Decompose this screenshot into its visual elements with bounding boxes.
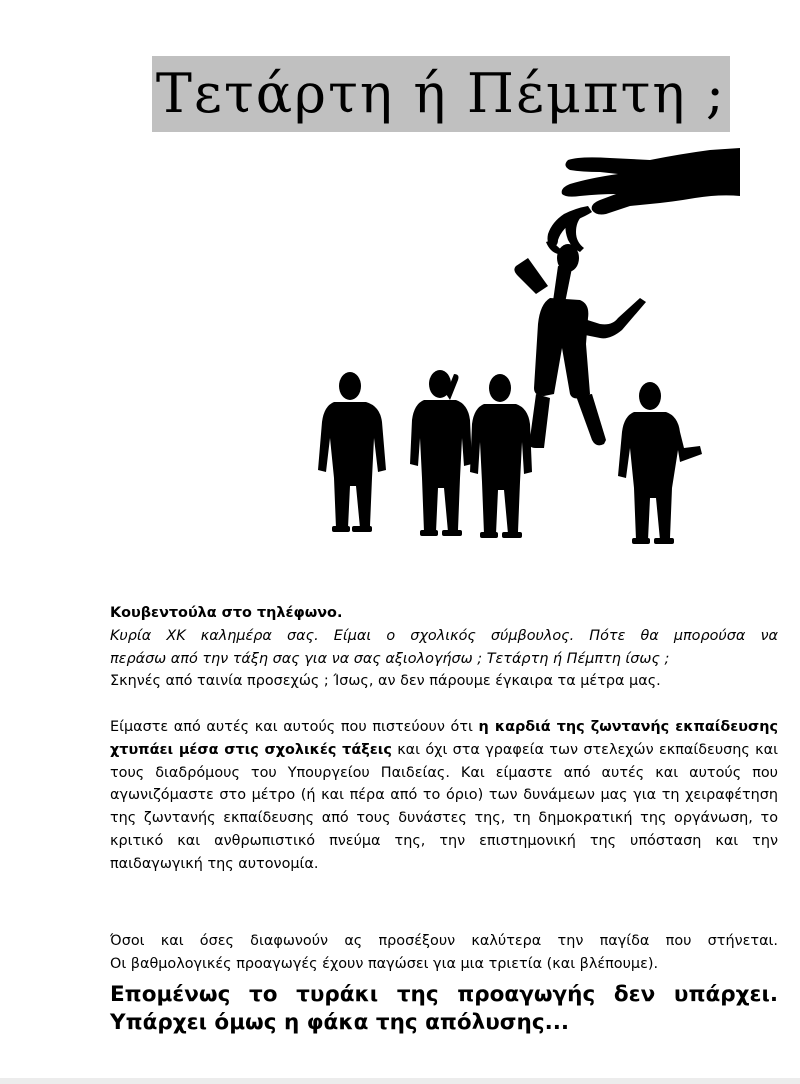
conclusion-paragraph [110,981,778,1037]
conclusion-line-1: Επομένως το τυράκι της προαγωγής δεν υπάρχει. [110,982,778,1007]
dialogue-line-1: Κυρία ΧΚ καλημέρα σας. Είμαι ο σχολικός σύμβουλος. Πότε θα μπορούσα να [110,627,778,644]
dialogue-heading: Κουβεντούλα στο τηλέφωνο. [110,605,343,621]
dialogue-line-2: περάσω από την τάξη σας για να σας αξιολογήσω ; Τετάρτη ή Πέμπτη ίσως ; [110,650,670,667]
dialogue-line-3: Σκηνές από ταινία προσεχώς ; Ίσως, αν δεν πάρουμε έγκαιρα τα μέτρα μας. [110,673,661,690]
belief-paragraph [110,716,778,876]
page-bottom-edge [0,1078,800,1084]
warning-line-2: Οι βαθμολογικές προαγωγές έχουν παγώσει για μια τριετία (και βλέπουμε). [110,955,659,972]
hand-picking-person-icon [300,148,740,548]
conclusion-line-2: Υπάρχει όμως η φάκα της απόλυσης... [110,1010,570,1035]
belief-text-start: Είμαστε από αυτές και αυτούς που πιστεύουν ότι [110,719,479,735]
title-banner [152,56,730,132]
belief-text-rest: και όχι στα γραφεία των στελεχών εκπαίδευσης και τους διαδρόμους του Υπουργείου Παιδείας. Και είμαστε από αυτές και αυτούς που αγωνιζόμαστε στο μέτρο (ή και πέρα από το όριο) των δυνάμεων μας για τη χειραφέτηση της ζωντανής εκπαίδευσης από τους δυνάστες της, τη δημοκρατική της οργάνωση, το κριτικό και ανθρωπιστικό πνεύμα της, την επιστημονική της υπόσταση και την παιδαγωγική της αυτονομία. [110,741,778,872]
phone-dialogue-paragraph [110,602,778,693]
warning-line-1: Όσοι και όσες διαφωνούν ας προσέξουν καλύτερα την παγίδα που στήνεται. [110,933,778,949]
warning-paragraph [110,930,778,976]
belief-text-bold: η καρδιά της ζωντανής εκπαίδευσης χτυπάει μέσα στις σχολικές τάξεις [110,719,778,758]
page-title: Τετάρτη ή Πέμπτη ; [155,62,727,125]
